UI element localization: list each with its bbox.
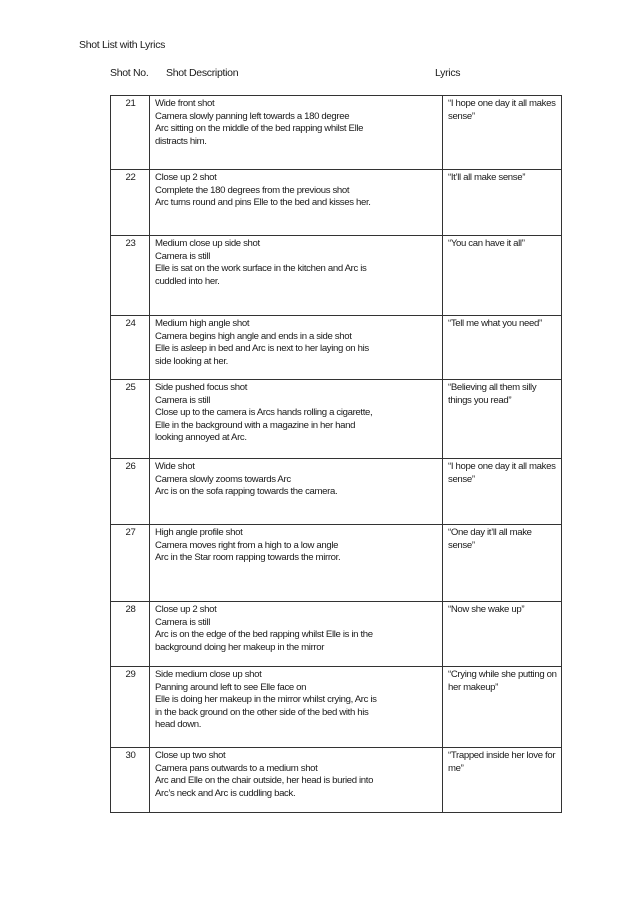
description-line: Elle is doing her makeup in the mirror whilst crying, Arc is (155, 694, 377, 706)
description-line: head down. (155, 719, 202, 731)
lyrics-cell (443, 459, 562, 525)
lyrics-cell (443, 96, 562, 170)
table-row (111, 748, 562, 813)
description-line: Arc turns round and pins Elle to the bed and kisses her. (155, 197, 371, 209)
header-shot-description: Shot Description (166, 67, 239, 79)
table-row (111, 525, 562, 602)
description-line: Camera moves right from a high to a low angle (155, 539, 339, 551)
description-line: Arc sitting on the middle of the bed rapping whilst Elle (155, 123, 364, 135)
shot-number-cell: 24 (111, 316, 150, 380)
lyrics-cell (443, 667, 562, 748)
lyrics-cell (443, 748, 562, 813)
shot-list-table (110, 95, 562, 813)
description-line: Medium high angle shot (155, 318, 250, 329)
description-line: Elle is asleep in bed and Arc is next to her laying on his (155, 343, 369, 355)
lyric-text: “Believing all them silly things you read” (448, 382, 537, 406)
description-line: Close up 2 shot (155, 604, 217, 615)
description-line: Camera is still (155, 394, 210, 406)
description-line: looking annoyed at Arc. (155, 432, 247, 444)
description-line: Camera slowly zooms towards Arc (155, 473, 291, 485)
description-line: Wide shot (155, 461, 195, 472)
description-line: Side pushed focus shot (155, 382, 248, 393)
description-line: background doing her makeup in the mirror (155, 641, 325, 653)
description-line: Elle is sat on the work surface in the kitchen and Arc is (155, 263, 367, 275)
shot-description-cell (150, 316, 443, 380)
shot-description-cell (150, 459, 443, 525)
description-line: distracts him. (155, 135, 207, 147)
shot-description-cell (150, 602, 443, 667)
lyrics-cell (443, 316, 562, 380)
shot-description-cell (150, 748, 443, 813)
page-title: Shot List with Lyrics (79, 39, 166, 51)
shot-description-cell (150, 525, 443, 602)
shot-description-cell (150, 236, 443, 316)
header-lyrics: Lyrics (435, 67, 461, 79)
table-row (111, 459, 562, 525)
lyric-text: “Trapped inside her love for me” (448, 750, 556, 774)
shot-number-cell: 21 (111, 96, 150, 170)
lyric-text: “Now she wake up” (448, 604, 525, 615)
lyrics-cell (443, 602, 562, 667)
description-line: Close up to the camera is Arcs hands rolling a cigarette, (155, 407, 373, 419)
lyric-text: “It’ll all make sense” (448, 172, 526, 183)
shot-description-cell (150, 96, 443, 170)
description-line: Side medium close up shot (155, 669, 262, 680)
description-line: in the back ground on the other side of the bed with his (155, 706, 369, 718)
shot-description-cell (150, 380, 443, 459)
table-row (111, 602, 562, 667)
description-line: Complete the 180 degrees from the previous shot (155, 184, 350, 196)
description-line: Medium close up side shot (155, 238, 260, 249)
shot-number-cell: 26 (111, 459, 150, 525)
shot-list-body (111, 96, 562, 813)
table-row (111, 380, 562, 459)
table-row (111, 316, 562, 380)
description-line: side looking at her. (155, 355, 229, 367)
description-line: Camera pans outwards to a medium shot (155, 762, 318, 774)
description-line: Close up two shot (155, 750, 226, 761)
description-line: Close up 2 shot (155, 172, 217, 183)
lyric-text: “You can have it all” (448, 238, 525, 249)
shot-number-cell: 22 (111, 170, 150, 236)
shot-number-cell: 23 (111, 236, 150, 316)
description-line: Camera begins high angle and ends in a side shot (155, 330, 352, 342)
shot-number-cell: 30 (111, 748, 150, 813)
header-shot-no: Shot No. (110, 67, 149, 79)
description-line: Camera slowly panning left towards a 180 degree (155, 110, 350, 122)
lyric-text: “I hope one day it all makes sense” (448, 461, 556, 485)
shot-number-cell: 28 (111, 602, 150, 667)
lyric-text: “I hope one day it all makes sense” (448, 98, 556, 122)
lyrics-cell (443, 380, 562, 459)
description-line: Arc and Elle on the chair outside, her head is buried into (155, 775, 374, 787)
description-line: Arc is on the edge of the bed rapping whilst Elle is in the (155, 629, 373, 641)
shot-description-cell (150, 667, 443, 748)
description-line: Panning around left to see Elle face on (155, 681, 307, 693)
lyric-text: “Tell me what you need” (448, 318, 542, 329)
shot-number-cell: 29 (111, 667, 150, 748)
table-row (111, 667, 562, 748)
description-line: Camera is still (155, 250, 210, 262)
shot-number-cell: 27 (111, 525, 150, 602)
description-line: Elle in the background with a magazine in her hand (155, 419, 356, 431)
description-line: Arc in the Star room rapping towards the mirror. (155, 552, 341, 564)
table-row (111, 236, 562, 316)
shot-number-cell: 25 (111, 380, 150, 459)
table-row (111, 96, 562, 170)
description-line: Wide front shot (155, 98, 215, 109)
description-line: Arc is on the sofa rapping towards the camera. (155, 486, 338, 498)
table-row (111, 170, 562, 236)
description-line: High angle profile shot (155, 527, 243, 538)
lyric-text: “Crying while she putting on her makeup” (448, 669, 557, 693)
shot-description-cell (150, 170, 443, 236)
lyrics-cell (443, 170, 562, 236)
lyrics-cell (443, 525, 562, 602)
lyric-text: “One day it’ll all make sense” (448, 527, 532, 551)
description-line: cuddled into her. (155, 275, 220, 287)
description-line: Camera is still (155, 616, 210, 628)
description-line: Arc’s neck and Arc is cuddling back. (155, 787, 296, 799)
lyrics-cell (443, 236, 562, 316)
